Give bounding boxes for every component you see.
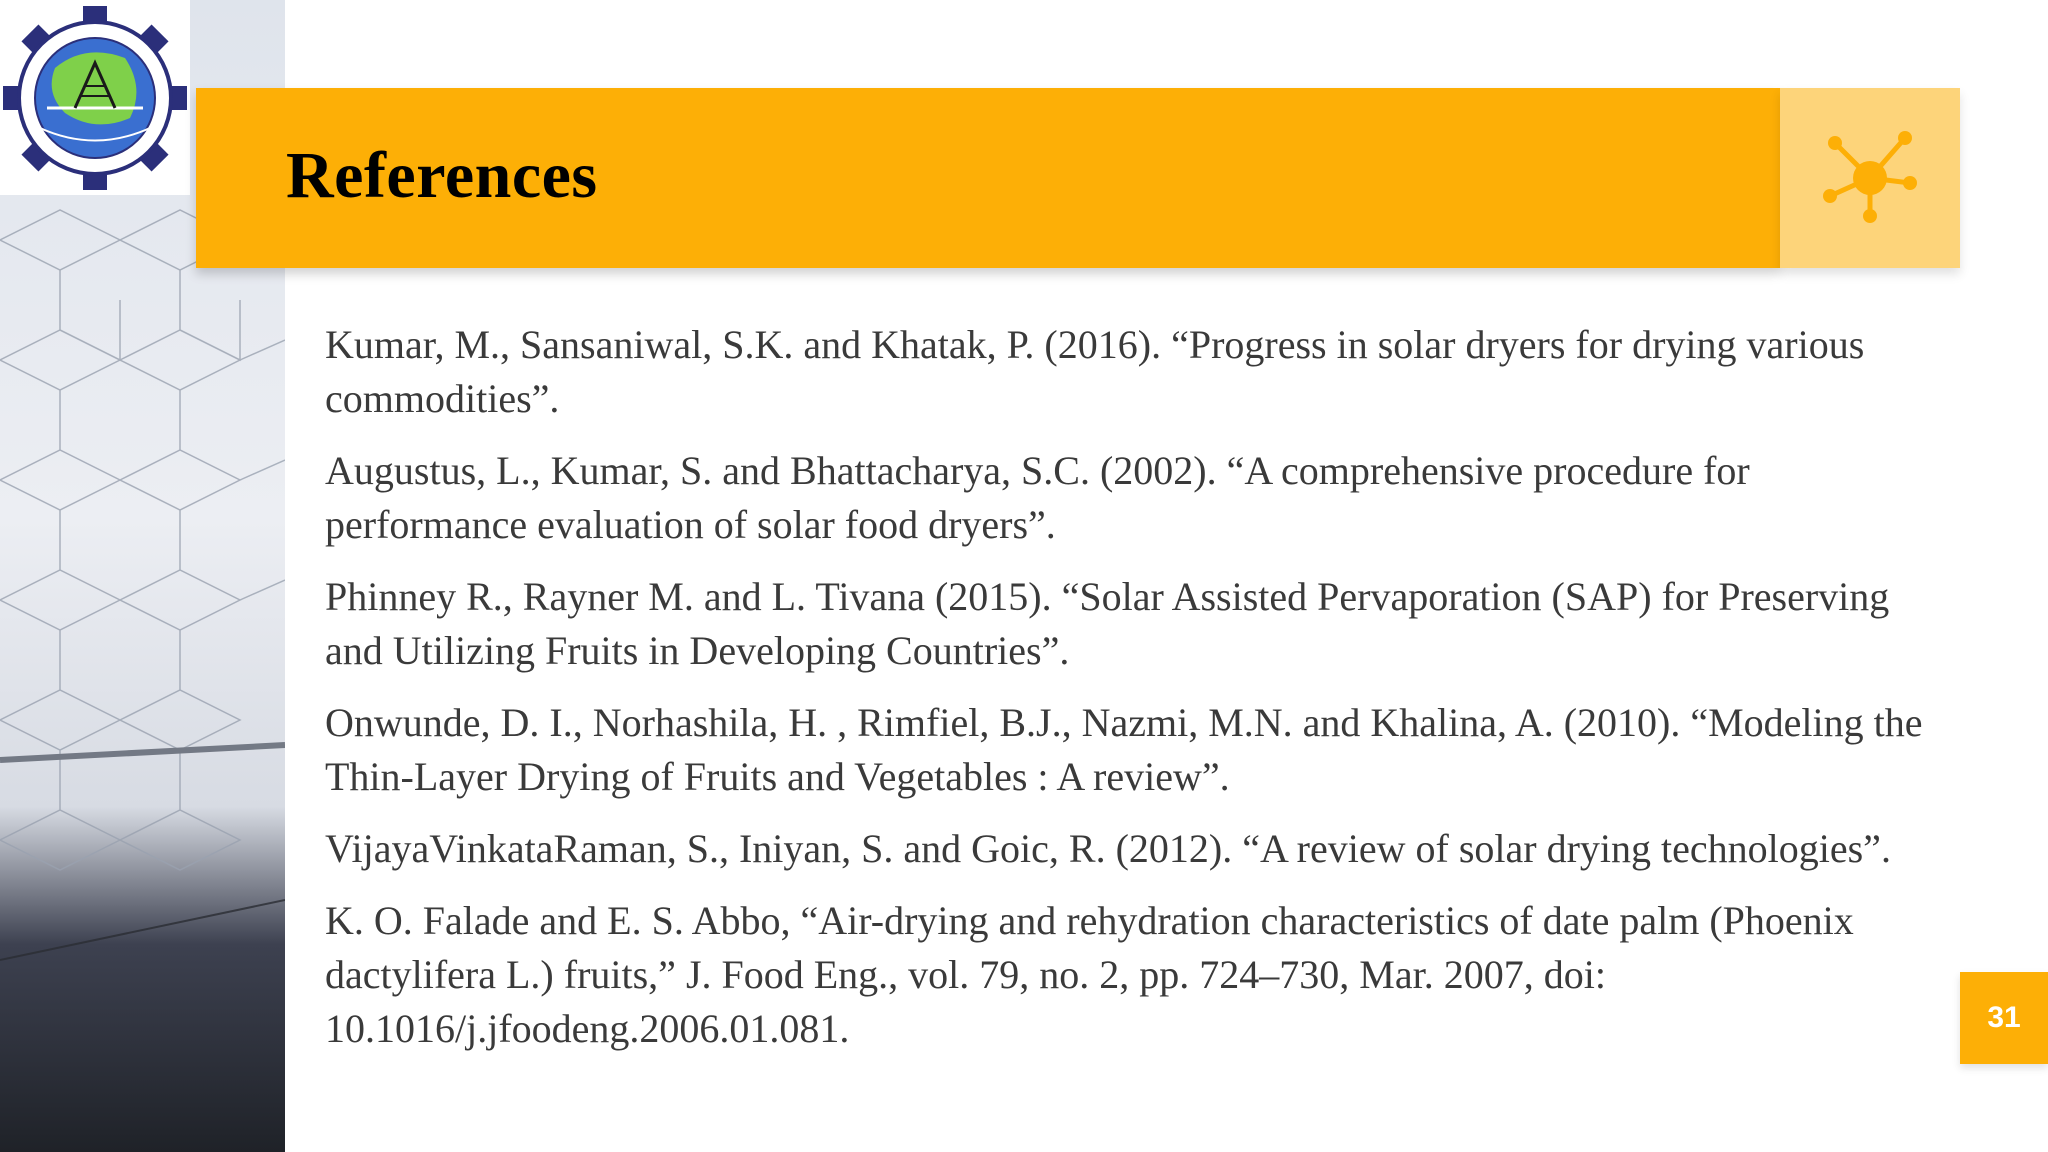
reference-item: Augustus, L., Kumar, S. and Bhattacharya, S.C. (2002). “A comprehensive procedure for performance evaluation of solar food dryers”.: [325, 448, 1750, 547]
reference-item: Onwunde, D. I., Norhashila, H. , Rimfiel, B.J., Nazmi, M.N. and Khalina, A. (2010). “Modeling the Thin-Layer Drying of Fruits and Vegetables : A review”.: [325, 700, 1923, 799]
reference-item: K. O. Falade and E. S. Abbo, “Air-drying and rehydration characteristics of date palm (Phoenix dactylifera L.) fruits,” J. Food Eng., vol. 79, no. 2, pp. 724–730, Mar. 2007, doi: 10.1016/j.jfoodeng.2006.01.081.: [325, 898, 1854, 1051]
slide-title: References: [286, 139, 598, 212]
page-number: 31: [1987, 1001, 2021, 1034]
references-list: [325, 318, 1925, 1074]
reference-item: VijayaVinkataRaman, S., Iniyan, S. and Goic, R. (2012). “A review of solar drying technologies”.: [325, 826, 1891, 871]
reference-item: Phinney R., Rayner M. and L. Tivana (2015). “Solar Assisted Pervaporation (SAP) for Preserving and Utilizing Fruits in Developing Countries”.: [325, 574, 1890, 673]
page-number-badge: [1960, 972, 2048, 1064]
institution-gear-logo-icon: [0, 0, 190, 195]
title-icon-tile: [1780, 88, 1960, 268]
title-bar: [196, 88, 1780, 268]
reference-item: Kumar, M., Sansaniwal, S.K. and Khatak, P. (2016). “Progress in solar dryers for drying various commodities”.: [325, 322, 1865, 421]
institution-logo: [0, 0, 190, 195]
network-hub-icon: [1780, 88, 1960, 268]
